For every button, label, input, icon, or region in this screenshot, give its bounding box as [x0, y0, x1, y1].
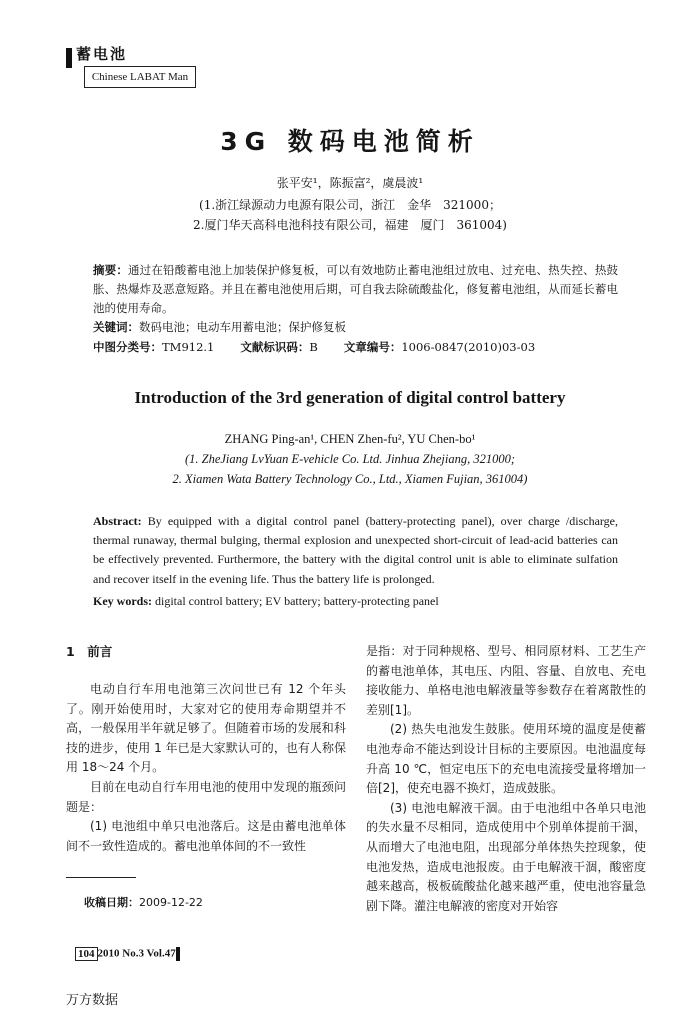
footnote-received	[84, 894, 203, 910]
column-label: 蓄电池	[76, 45, 128, 63]
received-date: 2009-12-22	[139, 896, 203, 909]
keywords-en-label: Key words:	[93, 594, 152, 608]
article-no-label: 文章编号：	[343, 340, 402, 354]
header-bar-mark	[66, 48, 72, 68]
abstract-cn-label: 摘要：	[93, 263, 129, 277]
keywords-en-text: digital control battery; EV battery; battery-protecting panel	[152, 594, 439, 608]
body-paragraph: 是指：对于同种规格、型号、相同原材料、工艺生产的蓄电池单体，其电压、内阻、容量、自放电、充电接收能力、单格电池电解液量等参数存在着离散性的差别[1]。	[366, 644, 646, 717]
page-title-cn: 3G 数码电池简析	[220, 127, 480, 156]
doc-code-value: B	[309, 340, 318, 354]
authors-cn: 张平安¹，陈振富²，虞晨波¹	[276, 176, 424, 190]
affiliation-cn-2: 2.厦门华天高科电池科技有限公司，福建 厦门 361004)	[193, 218, 507, 232]
body-paragraph: 电动自行车用电池第三次问世已有 12 个年头了。刚开始使用时，大家对它的使用寿命期望并不高，一般保用半年就足够了。但随着市场的发展和科技的进步，使用 1 年已是大家默认可的，也有人称保用 18～24 个月。	[66, 682, 346, 775]
keywords-en	[93, 594, 618, 609]
abstract-cn-text: 通过在铅酸蓄电池上加装保护修复板，可以有效地防止蓄电池组过放电、过充电、热失控、热鼓胀、热爆炸及恶意短路。并且在蓄电池使用后期，可自我去除硫酸盐化，修复蓄电池组，从而延长蓄电池的使用寿命。	[93, 263, 618, 315]
abstract-en-label: Abstract:	[93, 514, 142, 528]
keywords-cn-text: 数码电池；电动车用蓄电池；保护修复板	[139, 320, 346, 334]
page-footer	[75, 947, 180, 961]
watermark: 万方数据	[66, 993, 119, 1008]
keywords-cn	[93, 319, 618, 335]
authors-en: ZHANG Ping-an¹, CHEN Zhen-fu², YU Chen-bo¹	[224, 432, 476, 446]
footnote-rule	[66, 877, 136, 878]
body-paragraph: (1) 电池组中单只电池落后。这是由蓄电池单体间不一致性造成的。蓄电池单体间的不一致性	[66, 819, 346, 853]
footer-bar-mark	[176, 947, 180, 961]
affiliation-en-2: 2. Xiamen Wata Battery Technology Co., Ltd., Xiamen Fujian, 361004)	[172, 472, 528, 486]
body-paragraph: (3) 电池电解液干涸。由于电池组中各单只电池的失水量不尽相同，造成使用中个别单体提前干涸，从而增大了电池电阻，出现部分单体热失控现象，使电池发热，造成电池报废。由于电解液干涸，酸密度越来越高，极板硫酸盐化越来越严重，使电池容量急剧下降。灌注电解液的密度对开始容	[366, 800, 646, 913]
keywords-cn-label: 关键词：	[93, 320, 139, 334]
abstract-en-text: By equipped with a digital control panel (battery-protecting panel), over charge /discharge, thermal runaway, thermal bulging, thermal explosion and unexpected short-circuit of lead-acid batteries can be effectively prevented. Furthermore, the battery with the digital control unit is able to eliminate sulfation and recover itself in the evening life. Thus the battery life is prolonged.	[93, 514, 618, 586]
page-title-en: Introduction of the 3rd generation of digital control battery	[134, 388, 566, 407]
doc-code-label: 文献标识码：	[240, 340, 310, 354]
classification-line	[93, 339, 618, 355]
body-column-left	[66, 680, 346, 856]
body-paragraph: 目前在电动自行车用电池的使用中发现的瓶颈问题是：	[66, 779, 346, 814]
clc-label: 中图分类号：	[93, 340, 162, 354]
abstract-cn	[93, 261, 618, 318]
column-label-en: Chinese LABAT Man	[84, 66, 196, 88]
received-label: 收稿日期：	[84, 896, 139, 909]
clc-value: TM912.1	[162, 340, 215, 354]
affiliation-cn-1: (1.浙江绿源动力电源有限公司，浙江 金华 321000；	[199, 198, 501, 212]
section-heading: 1 前言	[66, 644, 113, 659]
abstract-en	[93, 512, 618, 589]
affiliation-en-1: (1. ZheJiang LvYuan E-vehicle Co. Ltd. Jinhua Zhejiang, 321000;	[184, 452, 516, 466]
body-column-right	[366, 642, 646, 916]
article-no-value: 1006-0847(2010)03-03	[401, 340, 536, 354]
issue-info: 2010 No.3 Vol.47	[97, 947, 176, 960]
body-paragraph: (2) 热失电池发生鼓胀。使用环境的温度是使蓄电池寿命不能达到设计目标的主要原因。电池温度每升高 10 ℃，恒定电压下的充电电流接受量将增加一倍[2]，使充电器不换灯，造成鼓胀。	[366, 722, 646, 796]
page-number: 104	[75, 947, 98, 961]
